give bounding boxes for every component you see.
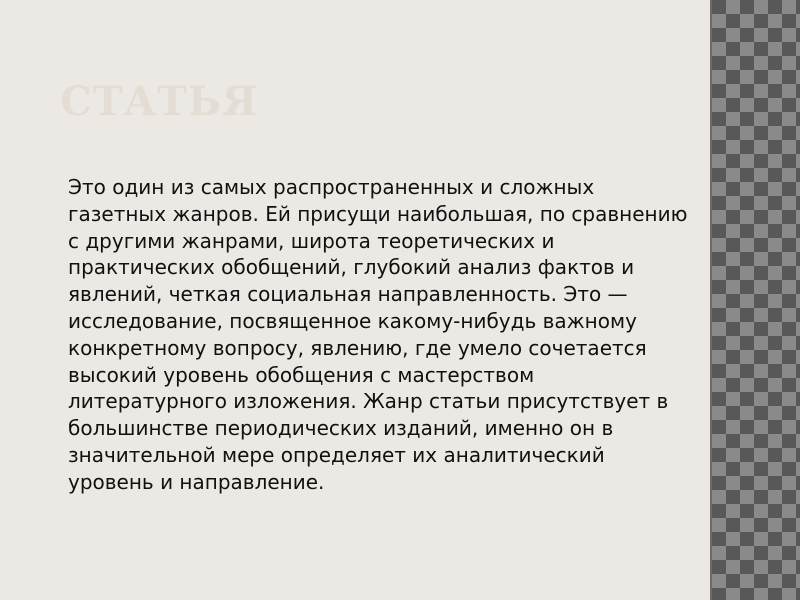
slide-title: СТАТЬЯ bbox=[60, 78, 259, 125]
decorative-side-pattern bbox=[712, 0, 800, 600]
slide-body-text: Это один из самых распространенных и сложных газетных жанров. Ей присущи наибольшая, по сравнению с другими жанрами, широта теоретических и практических обобщений, глубокий анализ фактов и явлений, четкая социальная направленность. Это — исследование, посвященное какому-нибудь важному конкретному вопросу, явлению, где умело сочетается высокий уровень обобщения с мастерством литературного изложения. Жанр статьи присутствует в большинстве периодических изданий, именно он в значительной мере определяет их аналитический уровень и направление. bbox=[68, 175, 688, 494]
